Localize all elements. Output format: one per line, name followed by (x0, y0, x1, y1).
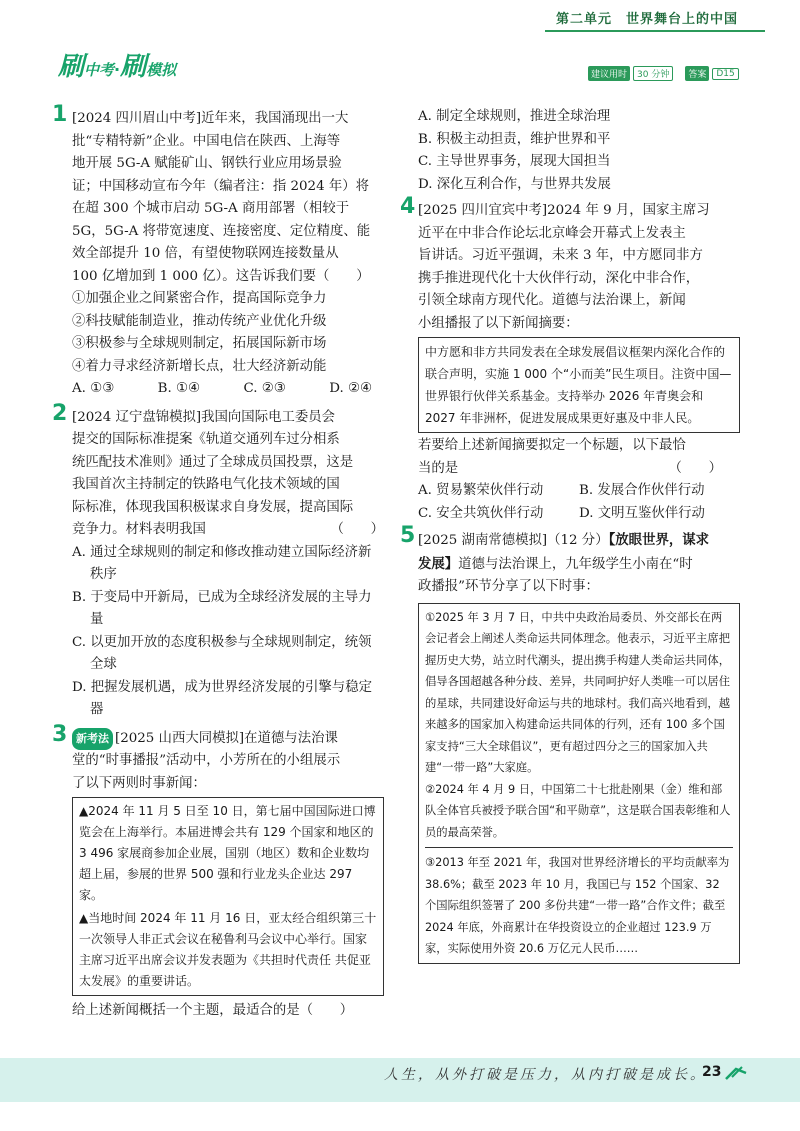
choice-a[interactable]: A. 贸易繁荣伙伴行动 (418, 483, 544, 498)
text-line (72, 728, 384, 751)
text-line: 地开展 5G-A 赋能矿山、钢铁行业应用场景验 (72, 156, 342, 171)
news-summary: 中方愿和非方共同发表在全球发展倡议框架内深化合作的联合声明，实施 1 000 个“小而美”民生项目。注资中国—世界银行伙伴关系基金。支持举办 2026 年青奥会和 2027 年非洲杯，促进发展成果更好惠及中非人民。 (425, 345, 732, 425)
text-span: [2025 山西大同模拟]在道德与法治课 (115, 730, 338, 746)
text-line: [2024 辽宁盘锦模拟]我国向国际电工委员会 (72, 409, 336, 425)
news-box (418, 603, 740, 964)
news-box (72, 797, 384, 996)
choice-b[interactable]: B. 于变局中开新局，已成为全球经济发展的主导力量 (72, 589, 372, 627)
q3-choices (418, 106, 740, 196)
time-value: 30 分钟 (633, 66, 673, 81)
statement-item: ④着力寻求经济新增长点，壮大经济新动能 (72, 358, 327, 374)
text-line: 政播报”环节分享了以下时事： (418, 579, 599, 594)
brand-word-1: 中考 (84, 61, 115, 79)
text-span: 当的是 (418, 460, 459, 476)
choice-d[interactable]: D. ②④ (329, 381, 372, 396)
question-number: 4 (400, 194, 416, 219)
section-title: 发展】 (418, 555, 459, 572)
news-summary-box (418, 337, 740, 433)
text-line: 了以下两则时事新闻： (72, 775, 206, 791)
choice-d[interactable]: D. 文明互鉴伙伴行动 (579, 505, 705, 521)
news-item: ②2024 年 4 月 9 日，中国第二十七批赴刚果（金）维和部队全体官兵被授予联合国“和平勋章”，这是联合国表彰维和人员的最高荣誉。 (425, 782, 731, 839)
time-info (588, 66, 739, 81)
choice-d[interactable]: D. 深化互利合作，与世界共发展 (418, 176, 611, 192)
choice-c[interactable]: C. 以更加开放的态度积极参与全球规则制定，统领全球 (72, 634, 372, 672)
question-text (72, 108, 384, 131)
text-line: 5G，5G-A 将带宽速度、连接密度、定位精度、能 (72, 223, 371, 239)
time-label: 建议用时 (588, 66, 630, 81)
leaf-icon (724, 1063, 748, 1081)
question-1 (52, 102, 384, 401)
answer-value: D15 (712, 68, 738, 80)
statement-item: ②科技赋能制造业，推动传统产业优化升级 (72, 313, 327, 329)
choice-row (72, 378, 372, 401)
choice-a[interactable]: A. 通过全球规则的制定和修改推动建立国际经济新秩序 (72, 544, 372, 582)
new-method-badge: 新考法 (72, 728, 113, 751)
text-line: [2025 四川宜宾中考]2024 年 9 月，国家主席习 (418, 203, 710, 218)
news-item: ③2013 年至 2021 年，我国对世界经济增长的平均贡献率为 38.6%；截至 2023 年 10 月，我国已与 152 个国家、32 个国际组织签署了 200 多份共建“一带一路”合作文件；截至 2024 年底，外商累计在华投资设立的企业超过 123.9 万家，实际使用外资 20.6 万亿元人民币…… (425, 847, 733, 960)
text-line: 小组播报了以下新闻摘要： (418, 315, 579, 331)
choice-a[interactable]: A. 制定全球规则，推进全球治理 (418, 109, 611, 124)
text-line: 若要给上述新闻摘要拟定一个标题，以下最恰 (418, 438, 686, 453)
brand-char-1: 刷 (58, 52, 85, 82)
statement-item: ③积极参与全球规则制定，拓展国际新市场 (72, 336, 327, 351)
text-span: [2025 湖南常德模拟]（12 分） (418, 533, 609, 548)
brand-char-2: 刷 (120, 52, 147, 82)
text-line (418, 553, 740, 577)
question-number: 3 (52, 721, 68, 747)
left-column (52, 102, 384, 1023)
news-item: ▲当地时间 2024 年 11 月 16 日，亚太经合组织第三十一次领导人非正式会议在秘鲁利马会议中心举行。国家主席习近平出席会议并发表题为《共担时代责任 共促亚太发展》的重要讲话。 (79, 911, 377, 988)
news-item: ①2025 年 3 月 7 日，中共中央政治局委员、外交部长在两会记者会上阐述人类命运共同体理念。他表示，习近平主席把握历史大势，站立时代潮头，提出携手构建人类命运共同体，倡导各国超越各种分歧、差异，共同呵护好人类唯一可以居住的星球，共同建设好命运与共的地球村。我们高兴地看到，越来越多的国家加入构建命运共同体的行列，还有 100 多个国家支持“三大全球倡议”，更有超过四分之三的国家加入共建“一带一路”大家庭。 (425, 610, 731, 774)
right-column (400, 106, 740, 964)
choice-b[interactable]: B. 积极主动担责，维护世界和平 (418, 131, 611, 147)
text-line: 统匹配技术准则》通过了全球成员国投票，这是 (72, 454, 354, 470)
question-5 (400, 523, 740, 964)
text-line: 引领全球南方现代化。道德与法治课上，新闻 (418, 293, 686, 308)
choice-b[interactable]: B. ①④ (157, 381, 201, 396)
question-4 (400, 194, 740, 525)
text-line: 提交的国际标准提案《轨道交通列车过分相系 (72, 432, 340, 447)
text-line: 近平在中非合作论坛北京峰会开幕式上发表主 (418, 225, 686, 241)
answer-label: 答案 (685, 66, 709, 81)
statement-item: ①加强企业之间紧密合作，提高国际竞争力 (72, 291, 327, 306)
text-line: 堂的“时事播报”活动中，小芳所在的小组展示 (72, 753, 341, 768)
choice-c[interactable]: C. 安全共筑伙伴行动 (418, 505, 544, 521)
text-line (418, 529, 740, 553)
news-item: ▲2024 年 11 月 5 日至 10 日，第七届中国国际进口博览会在上海举行。本届进博会共有 129 个国家和地区的 3 496 家展商参加企业展，国别（地区）数和企业数均超上届，参展的世界 500 强和行业龙头企业达 297 家。 (79, 804, 376, 902)
page-number: 23 (702, 1064, 722, 1080)
footer-motto: 人生，从外打破是压力，从内打破是成长。 (384, 1067, 707, 1083)
brand-logo (58, 46, 176, 83)
choice-c[interactable]: C. 主导世界事务，展现大国担当 (418, 154, 611, 169)
choice-c[interactable]: C. ②③ (243, 381, 286, 396)
text-line: 批“专精特新”企业。中国电信在陕西、上海等 (72, 133, 341, 149)
text-line: 证；中国移动宣布今年（编者注：指 2024 年）将 (72, 178, 370, 194)
choice-a[interactable]: A. ①③ (72, 381, 115, 396)
text-line: 竞争力。材料表明我国 (72, 522, 206, 537)
text-line: 旨讲话。习近平强调，未来 3 年，中方愿同非方 (418, 248, 703, 263)
brand-dot: · (114, 60, 121, 79)
question-number: 2 (52, 400, 68, 426)
question-3 (52, 721, 384, 1023)
choice-b[interactable]: B. 发展合作伙伴行动 (579, 483, 705, 498)
answer-paren: （ ） (668, 460, 722, 476)
question-number: 5 (400, 523, 416, 548)
question-tail: 给上述新闻概括一个主题，最适合的是（ ） (72, 1003, 354, 1018)
text-line: 在超 300 个城市启动 5G-A 商用部署（相较于 (72, 201, 350, 216)
unit-title: 第二单元 世界舞台上的中国 (556, 12, 739, 27)
header-divider (545, 30, 765, 32)
brand-word-2: 模拟 (146, 61, 177, 79)
question-number: 1 (52, 102, 68, 127)
question-2 (52, 400, 384, 722)
text-span: 道德与法治课上，九年级学生小南在“时 (458, 556, 693, 572)
text-line-with-paren (418, 458, 740, 481)
text-line: [2024 四川眉山中考]近年来，我国涌现出一大 (72, 111, 349, 126)
text-line: 效全部提升 10 倍，有望使物联网连接数量从 (72, 246, 339, 261)
choice-grid (418, 480, 740, 525)
choice-d[interactable]: D. 把握发展机遇，成为世界经济发展的引擎与稳定器 (72, 679, 372, 717)
text-line: 际标准，体现我国积极谋求自身发展，提高国际 (72, 499, 354, 515)
text-line: 100 亿增加到 1 000 亿）。这告诉我们要（ ） (72, 268, 370, 284)
text-line: 我国首次主持制定的铁路电气化技术领域的国 (72, 477, 340, 492)
text-line: 携手推进现代化十大伙伴行动，深化中非合作， (418, 270, 700, 286)
text-line-with-paren (72, 519, 384, 542)
answer-paren: （ ） (330, 522, 384, 537)
section-title: 【放眼世界，谋求 (608, 532, 710, 548)
